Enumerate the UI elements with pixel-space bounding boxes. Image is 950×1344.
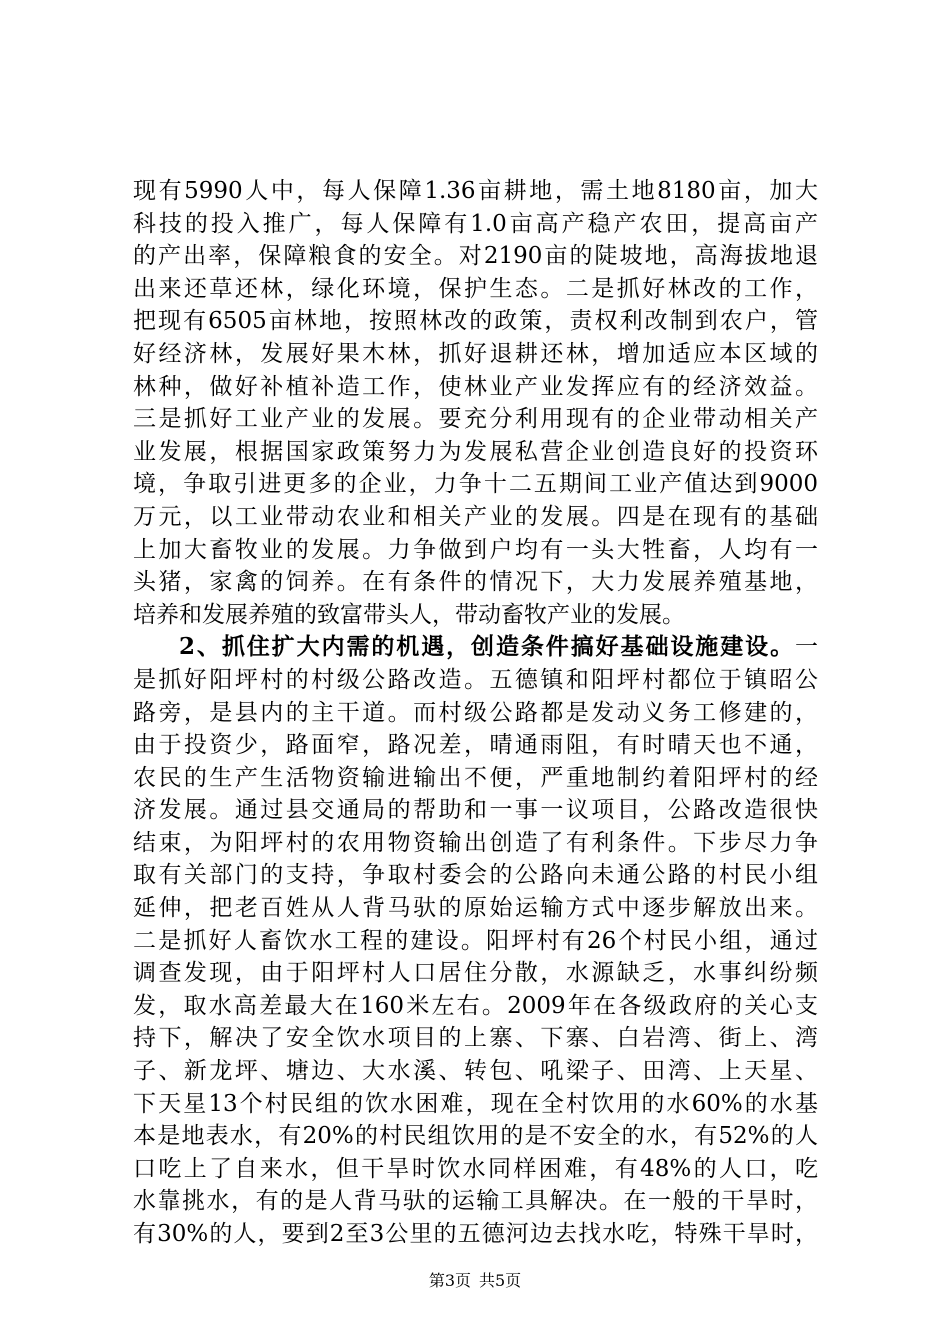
text-line: 万元，以工业带动农业和相关产业的发展。四是在现有的基础 (133, 503, 818, 530)
text-line: 发，取水高差最大在160米左右。2009年在各级政府的关心支 (133, 992, 818, 1019)
text-line: 子、新龙坪、塘边、大水溪、转包、吼梁子、田湾、上天星、 (133, 1058, 818, 1085)
text-line: 济发展。通过县交通局的帮助和一事一议项目，公路改造很快 (133, 797, 818, 824)
text-line: 科技的投入推广，每人保障有1.0亩高产稳产农田，提高亩产 (133, 210, 818, 237)
text-line: 持下，解决了安全饮水项目的上寨、下寨、白岩湾、街上、湾 (133, 1025, 818, 1052)
document-body (133, 175, 818, 1251)
page-footer (0, 1270, 950, 1292)
paragraph-1 (133, 175, 818, 631)
text-line: 上加大畜牧业的发展。力争做到户均有一头大牲畜，人均有一 (133, 536, 818, 563)
text-line: 调查发现，由于阳坪村人口居住分散，水源缺乏，水事纠纷频 (133, 960, 818, 987)
text-line: 的产出率，保障粮食的安全。对2190亩的陡坡地，高海拔地退 (133, 243, 818, 270)
text-line: 水靠挑水，有的是人背马驮的运输工具解决。在一般的干旱时， (133, 1188, 818, 1215)
text-line: 是抓好阳坪村的村级公路改造。五德镇和阳坪村都位于镇昭公 (133, 666, 818, 693)
text-line: 有30%的人，要到2至3公里的五德河边去找水吃，特殊干旱时， (133, 1221, 818, 1247)
text-line: 头猪，家禽的饲养。在有条件的情况下，大力发展养殖基地， (133, 569, 818, 596)
text-line: 本是地表水，有20%的村民组饮用的是不安全的水，有52%的人 (133, 1123, 818, 1150)
text-line: 把现有6505亩林地，按照林改的政策，责权利改制到农户，管 (133, 308, 818, 335)
text-line: 业发展，根据国家政策努力为发展私营企业创造良好的投资环 (133, 438, 818, 465)
text-line: 口吃上了自来水，但干旱时饮水同样困难，有48%的人口，吃 (133, 1155, 818, 1182)
text-line: 路旁，是县内的主干道。而村级公路都是发动义务工修建的， (133, 699, 818, 726)
paragraph-heading-line (133, 631, 818, 664)
heading-tail-text: 一 (795, 634, 818, 661)
section-heading: 2、抓住扩大内需的机遇，创造条件搞好基础设施建设。 (179, 633, 795, 661)
page-number-current: 第3页 (428, 1271, 471, 1290)
page-number-total: 共5页 (479, 1271, 522, 1290)
text-line: 出来还草还林，绿化环境，保护生态。二是抓好林改的工作， (133, 275, 818, 302)
text-line: 由于投资少，路面窄，路况差，晴通雨阻，有时晴天也不通， (133, 732, 818, 759)
text-line: 延伸，把老百姓从人背马驮的原始运输方式中逐步解放出来。 (133, 895, 818, 922)
text-line: 境，争取引进更多的企业，力争十二五期间工业产值达到9000 (133, 471, 818, 498)
paragraph-2 (133, 631, 818, 1250)
text-line: 好经济林，发展好果木林，抓好退耕还林，增加适应本区域的 (133, 340, 818, 367)
text-line: 下天星13个村民组的饮水困难，现在全村饮用的水60%的水基 (133, 1090, 818, 1117)
text-line: 结束，为阳坪村的农用物资输出创造了有利条件。下步尽力争 (133, 829, 818, 856)
text-line: 二是抓好人畜饮水工程的建设。阳坪村有26个村民小组，通过 (133, 927, 818, 954)
text-line: 取有关部门的支持，争取村委会的公路向未通公路的村民小组 (133, 862, 818, 889)
text-line: 农民的生产生活物资输进输出不便，严重地制约着阳坪村的经 (133, 764, 818, 791)
text-line: 现有5990人中，每人保障1.36亩耕地，需土地8180亩，加大 (133, 178, 818, 204)
text-line: 三是抓好工业产业的发展。要充分利用现有的企业带动相关产 (133, 406, 818, 433)
text-line: 林种，做好补植补造工作，使林业产业发挥应有的经济效益。 (133, 373, 818, 400)
text-line: 培养和发展养殖的致富带头人，带动畜牧产业的发展。 (133, 601, 685, 628)
